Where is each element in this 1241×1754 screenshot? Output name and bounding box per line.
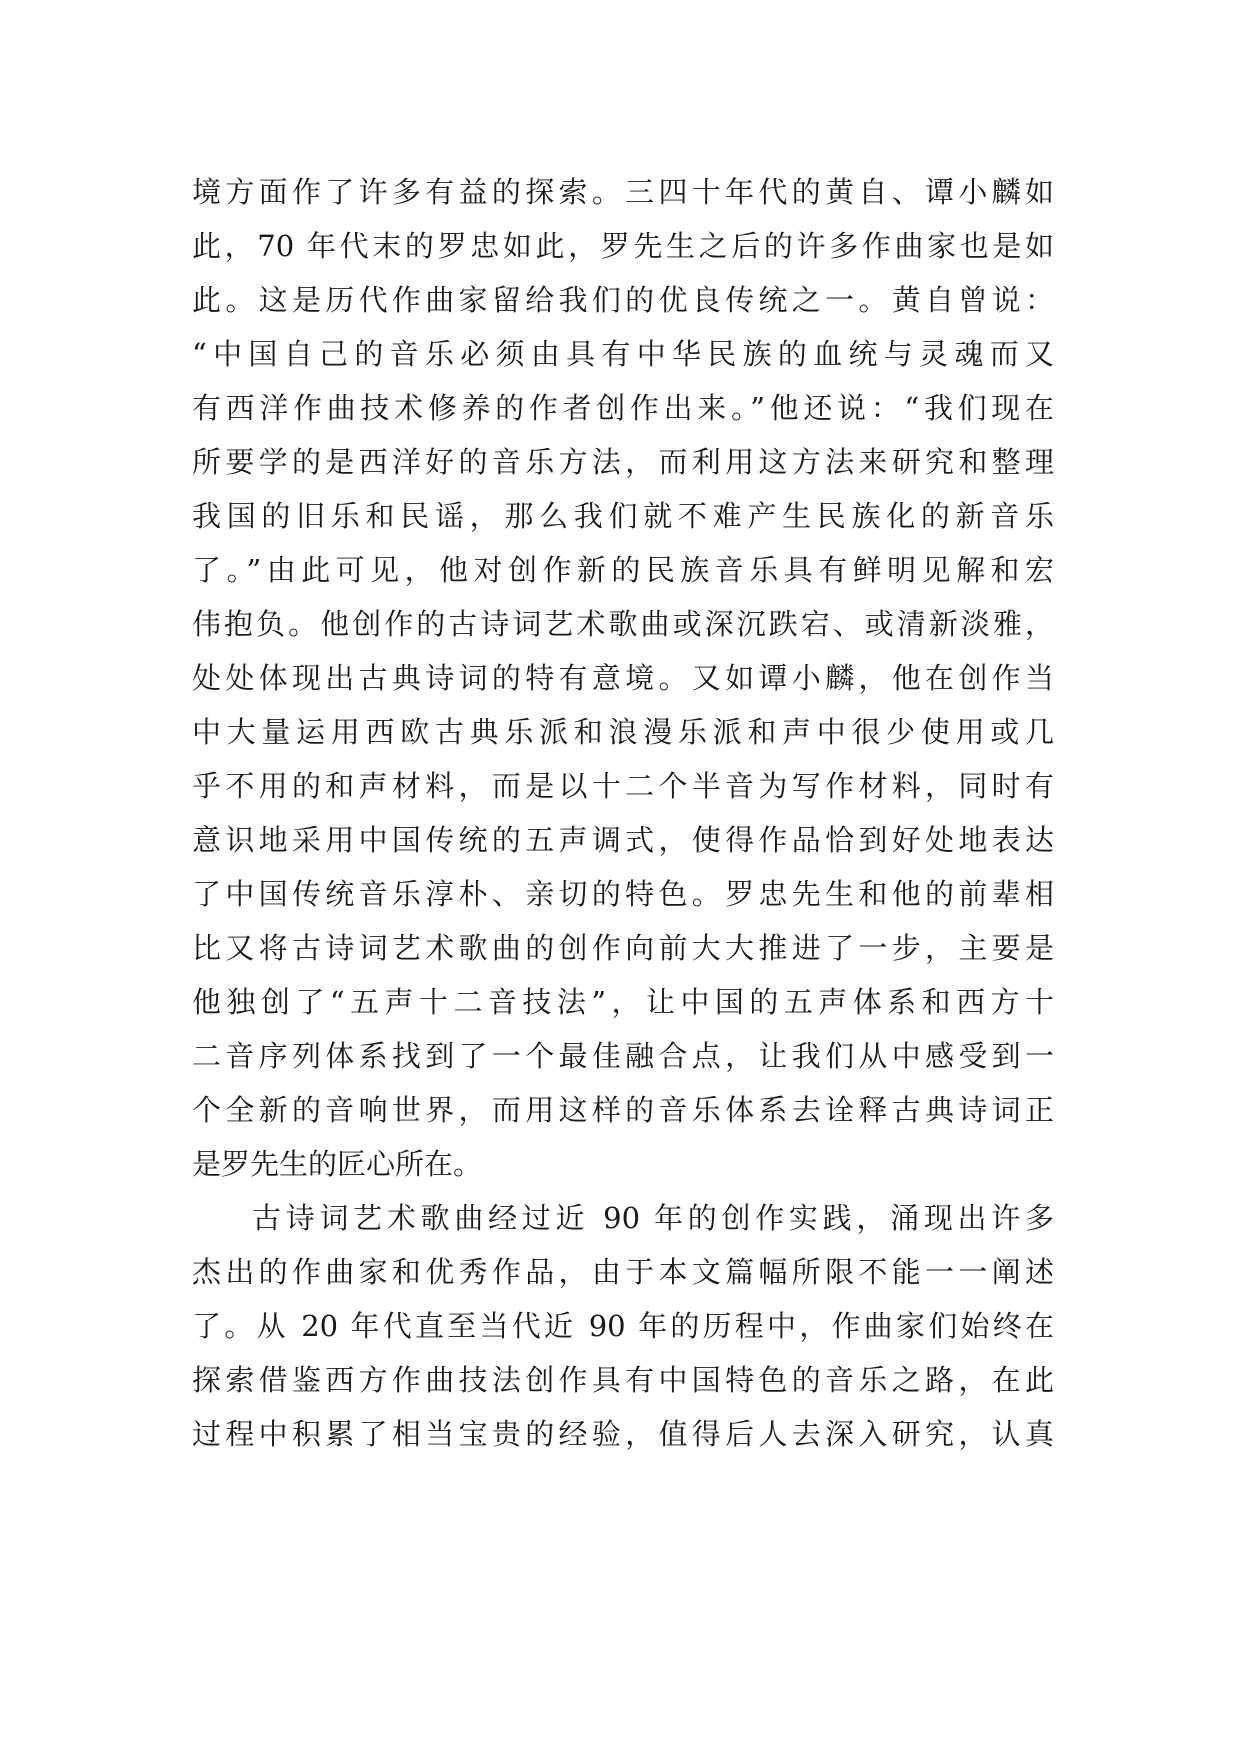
text-line: 杰出的作曲家和优秀作品，由于本文篇幅所限不能一一阐述 [192,1255,1054,1289]
paragraph-1 [192,165,1054,1191]
text-line: 二音序列体系找到了一个最佳融合点，让我们从中感受到一 [192,1039,1054,1073]
text-line: 过程中积累了相当宝贵的经验，值得后人去深入研究，认真 [192,1417,1054,1451]
text-line: 探索借鉴西方作曲技法创作具有中国特色的音乐之路，在此 [192,1363,1054,1397]
text-line: 了。从 20 年代直至当代近 90 年的历程中，作曲家们始终在 [192,1309,1054,1343]
text-line: 他独创了“五声十二音技法”，让中国的五声体系和西方十 [192,985,1054,1019]
text-line: 比又将古诗词艺术歌曲的创作向前大大推进了一步，主要是 [192,931,1054,965]
text-line: 意识地采用中国传统的五声调式，使得作品恰到好处地表达 [192,823,1054,857]
text-line: 所要学的是西洋好的音乐方法，而利用这方法来研究和整理 [192,445,1054,479]
body-text [192,165,1054,1461]
text-line: 古诗词艺术歌曲经过近 90 年的创作实践，涌现出许多 [252,1201,1054,1235]
text-line: 境方面作了许多有益的探索。三四十年代的黄自、谭小麟如 [192,175,1054,209]
text-line: 此，70 年代末的罗忠如此，罗先生之后的许多作曲家也是如 [192,229,1054,263]
text-line: 处处体现出古典诗词的特有意境。又如谭小麟，他在创作当 [192,661,1054,695]
paragraph-2 [192,1191,1054,1461]
text-line: 有西洋作曲技术修养的作者创作出来。”他还说：“我们现在 [192,391,1054,425]
text-line: 此。这是历代作曲家留给我们的优良传统之一。黄自曾说： [192,283,1054,317]
text-line: 乎不用的和声材料，而是以十二个半音为写作材料，同时有 [192,769,1054,803]
text-line: 我国的旧乐和民谣，那么我们就不难产生民族化的新音乐 [192,499,1054,533]
text-line: “中国自己的音乐必须由具有中华民族的血统与灵魂而又 [192,337,1054,371]
text-line: 伟抱负。他创作的古诗词艺术歌曲或深沉跌宕、或清新淡雅， [192,607,1054,641]
text-line: 是罗先生的匠心所在。 [192,1147,483,1181]
text-line: 了。”由此可见，他对创作新的民族音乐具有鲜明见解和宏 [192,553,1054,587]
text-line: 中大量运用西欧古典乐派和浪漫乐派和声中很少使用或几 [192,715,1054,749]
text-line: 了中国传统音乐淳朴、亲切的特色。罗忠先生和他的前辈相 [192,877,1054,911]
text-line: 个全新的音响世界，而用这样的音乐体系去诠释古典诗词正 [192,1093,1054,1127]
